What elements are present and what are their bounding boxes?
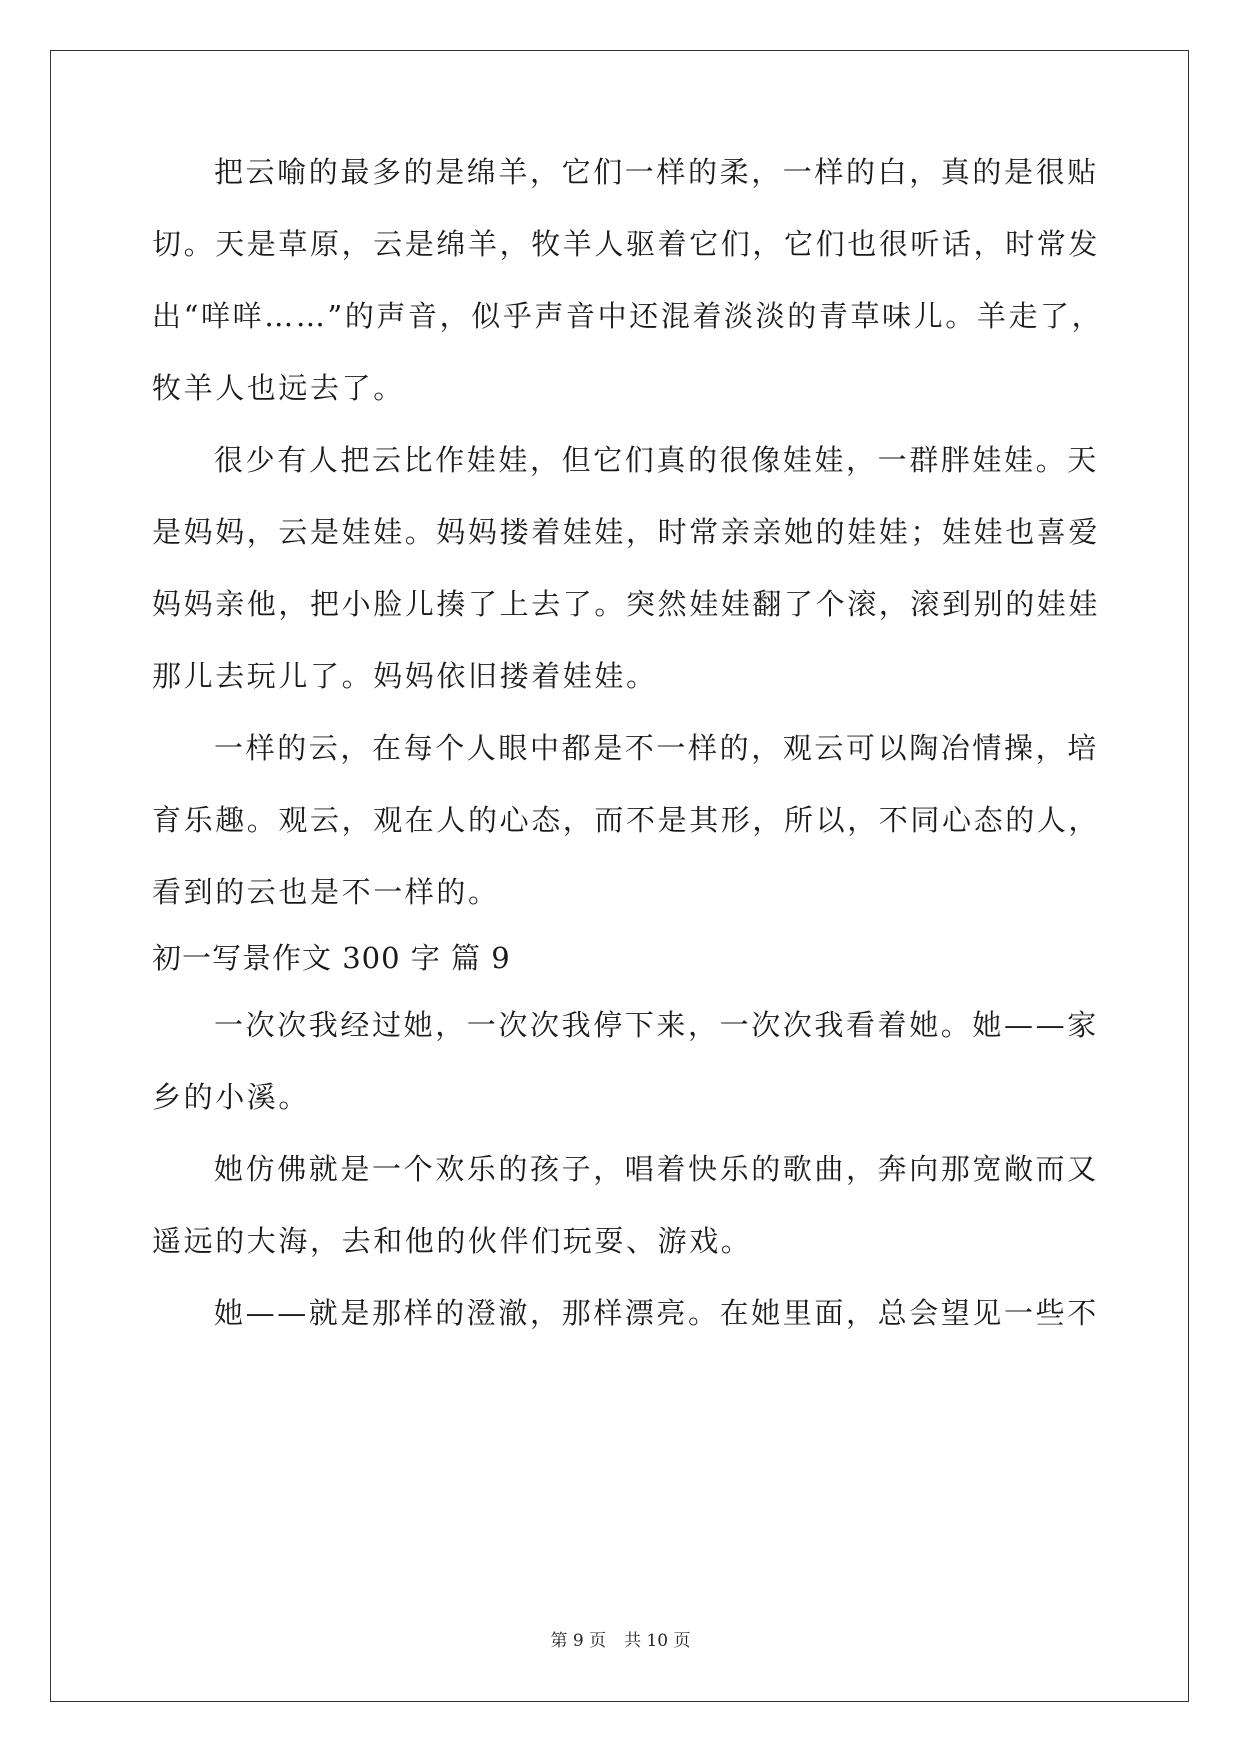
text-line: 一样的云，在每个人眼中都是不一样的，观云可以陶冶情操，培 [214, 731, 1099, 765]
text-line: 那儿去玩儿了。妈妈依旧搂着娃娃。 [152, 659, 658, 693]
page-number: 第 9 页 [550, 1631, 607, 1651]
text-line: 育乐趣。观云，观在人的心态，而不是其形，所以，不同心态的人， [152, 803, 1101, 837]
text-line: 遥远的大海，去和他的伙伴们玩耍、游戏。 [152, 1224, 753, 1258]
text-line: 她仿佛就是一个欢乐的孩子，唱着快乐的歌曲，奔向那宽敞而又 [214, 1152, 1099, 1186]
text-line: 一次次我经过她，一次次我停下来，一次次我看着她。她——家 [214, 1008, 1099, 1042]
text-line: 妈妈亲他，把小脸儿揍了上去了。突然娃娃翻了个滚，滚到别的娃娃 [152, 587, 1101, 621]
page-total: 共 10 页 [624, 1631, 691, 1651]
text-line: 切。天是草原，云是绵羊，牧羊人驱着它们，它们也很听话，时常发 [152, 227, 1101, 261]
text-line: 看到的云也是不一样的。 [152, 875, 500, 909]
text-line: 牧羊人也远去了。 [152, 371, 405, 405]
text-line: 她——就是那样的澄澈，那样漂亮。在她里面，总会望见一些不 [214, 1296, 1099, 1330]
text-line: 是妈妈，云是娃娃。妈妈搂着娃娃，时常亲亲她的娃娃；娃娃也喜爱 [152, 515, 1101, 549]
text-line: 出“咩咩……”的声音，似乎声音中还混着淡淡的青草味儿。羊走了， [152, 299, 1104, 333]
text-line: 把云喻的最多的是绵羊，它们一样的柔，一样的白，真的是很贴 [214, 155, 1099, 189]
page-footer [0, 1626, 1241, 1651]
text-line: 乡的小溪。 [152, 1080, 311, 1114]
text-line: 很少有人把云比作娃娃，但它们真的很像娃娃，一群胖娃娃。天 [214, 443, 1099, 477]
section-heading: 初一写景作文 300 字 篇 9 [152, 941, 511, 975]
